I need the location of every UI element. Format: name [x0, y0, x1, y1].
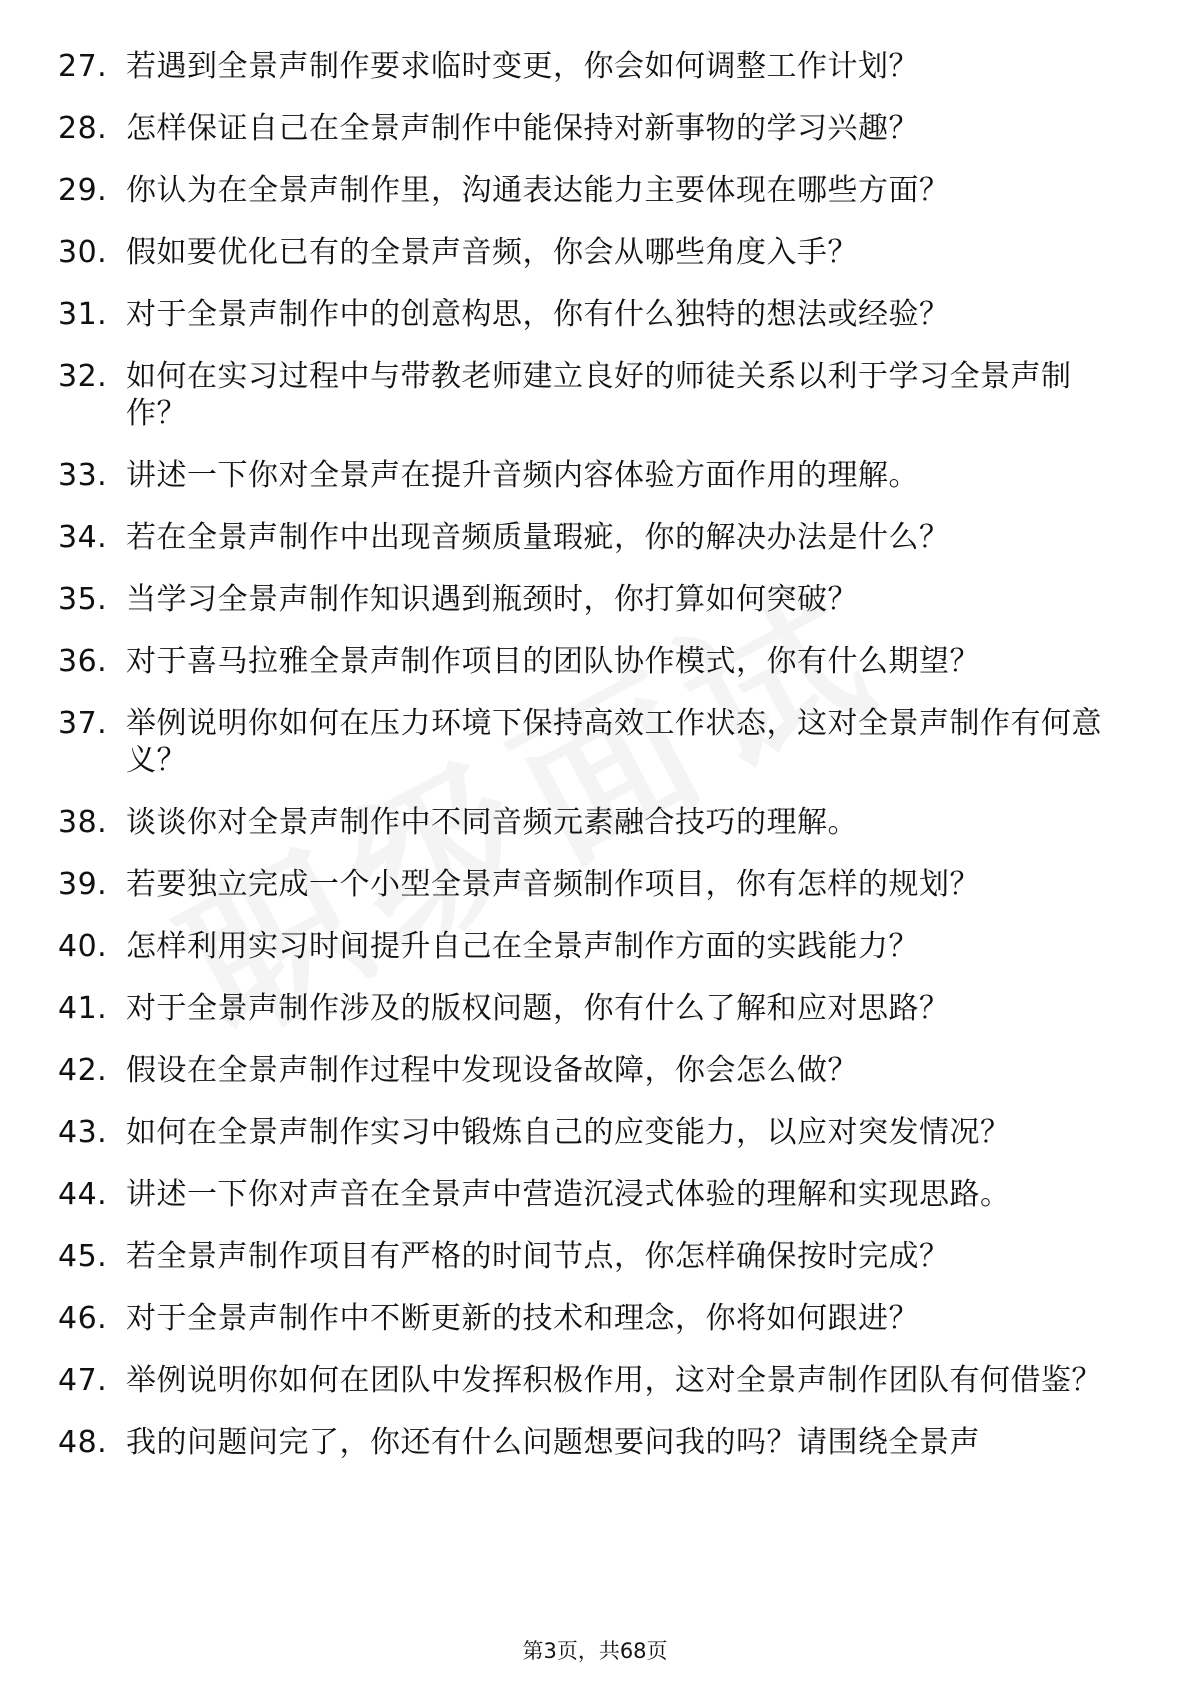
question-number: 32.	[58, 359, 108, 394]
question-item	[58, 457, 1128, 494]
question-item	[58, 643, 1128, 680]
question-item	[58, 1114, 1128, 1151]
question-number: 47.	[58, 1363, 108, 1398]
question-number: 31.	[58, 297, 108, 332]
question-number: 40.	[58, 929, 108, 964]
question-number: 36.	[58, 644, 108, 679]
question-item	[58, 1052, 1128, 1089]
page-footer: 第3页，共68页	[522, 1639, 668, 1663]
question-text: 对于全景声制作中不断更新的技术和理念，你将如何跟进？	[126, 1301, 919, 1336]
question-item	[58, 358, 1128, 432]
question-item	[58, 296, 1128, 333]
question-number: 39.	[58, 867, 108, 902]
question-text: 谈谈你对全景声制作中不同音频元素融合技巧的理解。	[126, 805, 858, 840]
question-text: 怎样利用实习时间提升自己在全景声制作方面的实践能力？	[126, 929, 919, 964]
question-item	[58, 234, 1128, 271]
question-text: 对于全景声制作中的创意构思，你有什么独特的想法或经验？	[126, 297, 950, 332]
question-item	[58, 866, 1128, 903]
question-item	[58, 110, 1128, 147]
question-number: 45.	[58, 1239, 108, 1274]
question-item	[58, 1176, 1128, 1213]
question-item	[58, 1424, 1128, 1461]
question-item	[58, 928, 1128, 965]
question-text: 讲述一下你对全景声在提升音频内容体验方面作用的理解。	[126, 458, 919, 493]
question-text: 对于喜马拉雅全景声制作项目的团队协作模式，你有什么期望？	[126, 644, 980, 679]
question-number: 35.	[58, 582, 108, 617]
question-text: 假设在全景声制作过程中发现设备故障，你会怎么做？	[126, 1053, 858, 1088]
question-item	[58, 804, 1128, 841]
question-number: 48.	[58, 1425, 108, 1460]
question-text: 若要独立完成一个小型全景声音频制作项目，你有怎样的规划？	[126, 867, 980, 902]
question-text: 你认为在全景声制作里，沟通表达能力主要体现在哪些方面？	[126, 173, 950, 208]
question-number: 29.	[58, 173, 108, 208]
question-item	[58, 705, 1128, 779]
question-text: 如何在全景声制作实习中锻炼自己的应变能力，以应对突发情况？	[126, 1115, 1011, 1150]
question-text: 若遇到全景声制作要求临时变更，你会如何调整工作计划？	[126, 49, 919, 84]
question-list	[58, 48, 1128, 1486]
question-number: 33.	[58, 458, 108, 493]
question-text: 举例说明你如何在压力环境下保持高效工作状态，这对全景声制作有何意义？	[126, 706, 1102, 778]
question-text: 怎样保证自己在全景声制作中能保持对新事物的学习兴趣？	[126, 111, 919, 146]
question-number: 42.	[58, 1053, 108, 1088]
question-item	[58, 990, 1128, 1027]
question-item	[58, 1238, 1128, 1275]
question-number: 46.	[58, 1301, 108, 1336]
question-text: 若在全景声制作中出现音频质量瑕疵，你的解决办法是什么？	[126, 520, 950, 555]
question-text: 我的问题问完了，你还有什么问题想要问我的吗？请围绕全景声	[126, 1425, 980, 1460]
question-text: 讲述一下你对声音在全景声中营造沉浸式体验的理解和实现思路。	[126, 1177, 1011, 1212]
question-item	[58, 519, 1128, 556]
question-text: 若全景声制作项目有严格的时间节点，你怎样确保按时完成？	[126, 1239, 950, 1274]
question-text: 假如要优化已有的全景声音频，你会从哪些角度入手？	[126, 235, 858, 270]
question-number: 30.	[58, 235, 108, 270]
question-number: 41.	[58, 991, 108, 1026]
question-text: 如何在实习过程中与带教老师建立良好的师徒关系以利于学习全景声制作？	[126, 359, 1072, 431]
question-item	[58, 48, 1128, 85]
question-number: 37.	[58, 706, 108, 741]
question-number: 28.	[58, 111, 108, 146]
question-item	[58, 1300, 1128, 1337]
question-item	[58, 172, 1128, 209]
question-number: 34.	[58, 520, 108, 555]
question-number: 27.	[58, 49, 108, 84]
question-item	[58, 581, 1128, 618]
question-number: 38.	[58, 805, 108, 840]
question-item	[58, 1362, 1128, 1399]
question-number: 44.	[58, 1177, 108, 1212]
question-text: 当学习全景声制作知识遇到瓶颈时，你打算如何突破？	[126, 582, 858, 617]
question-text: 对于全景声制作涉及的版权问题，你有什么了解和应对思路？	[126, 991, 950, 1026]
question-text: 举例说明你如何在团队中发挥积极作用，这对全景声制作团队有何借鉴？	[126, 1363, 1102, 1398]
question-number: 43.	[58, 1115, 108, 1150]
